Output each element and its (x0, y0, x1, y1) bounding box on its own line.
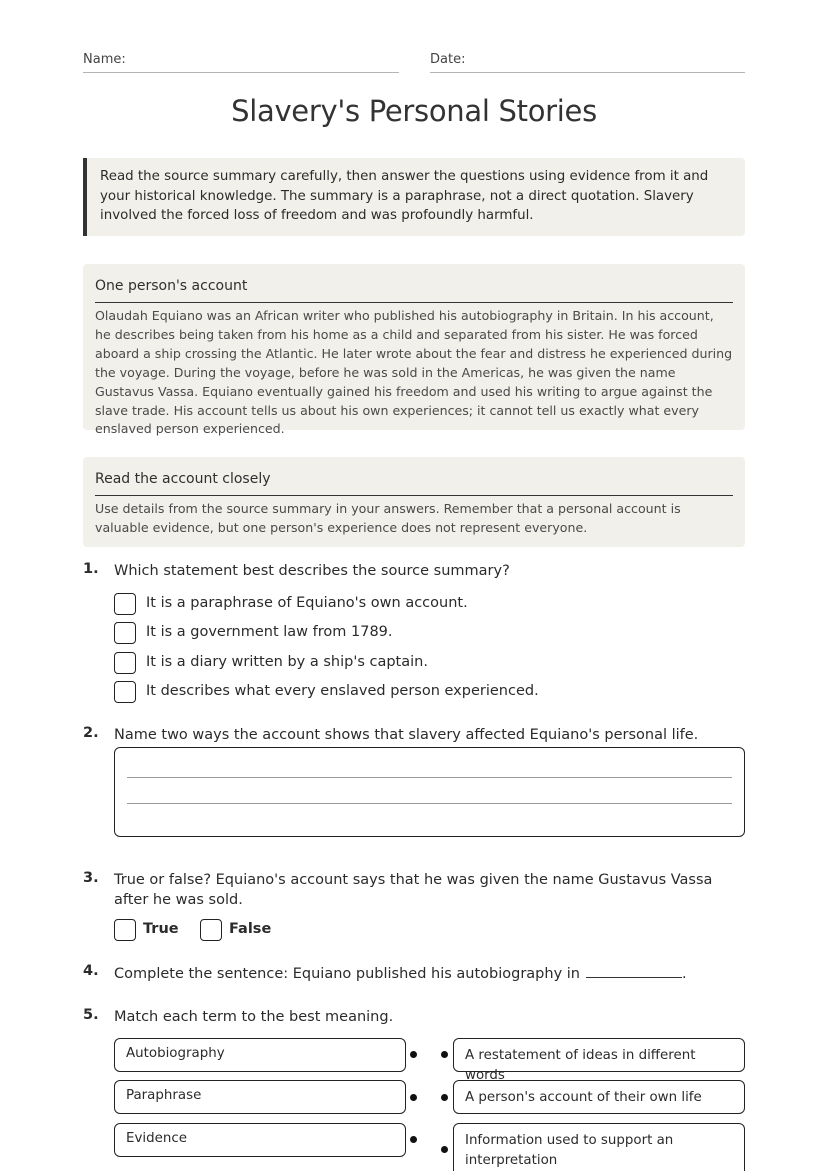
question-number: 2. (83, 725, 99, 741)
checkbox[interactable] (114, 622, 136, 644)
question-text-row (114, 963, 687, 984)
match-term-1[interactable]: Autobiography (114, 1038, 406, 1072)
intro-callout: Read the source summary carefully, then answer the questions using evidence from it and your historical knowledge. The summary is a paraphrase, not a direct quotation. Slavery involved the forced loss of freedom and was profoundly harmful. (83, 158, 745, 236)
true-label: True (143, 921, 179, 937)
match-term-3[interactable]: Evidence (114, 1123, 406, 1157)
read-closely-heading: Read the account closely (95, 457, 733, 496)
question-text: Name two ways the account shows that slavery affected Equiano's personal life. (114, 727, 699, 743)
name-label: Name: (83, 52, 126, 67)
option-label: It is a diary written by a ship's captain. (146, 654, 428, 670)
page-title: Slavery's Personal Stories (231, 94, 597, 128)
checkbox[interactable] (114, 593, 136, 615)
question-text: Complete the sentence: Equiano published his autobiography in (114, 966, 580, 982)
match-dot[interactable] (441, 1051, 448, 1058)
name-field[interactable] (83, 52, 399, 73)
option-label: It is a paraphrase of Equiano's own account. (146, 595, 468, 611)
question-1 (83, 561, 745, 706)
answer-area[interactable] (114, 747, 745, 837)
answer-line (127, 803, 732, 804)
question-text: Match each term to the best meaning. (114, 1009, 394, 1025)
question-text: True or false? Equiano's account says that he was given the name Gustavus Vassa after he was sold. (114, 872, 713, 908)
match-dot[interactable] (410, 1094, 417, 1101)
account-heading: One person's account (95, 264, 733, 303)
match-dot[interactable] (410, 1051, 417, 1058)
account-body: Olaudah Equiano was an African writer who published his autobiography in Britain. In his account, he describes being taken from his home as a child and separated from his sister. He was forced aboard a ship crossing the Atlantic. He later wrote about the fear and distress he experienced during the voyage. During the voyage, before he was sold in the Americas, he was given the name Gustavus Vassa. Equiano eventually gained his freedom and used his writing to argue against the slave trade. His account tells us about his own experiences; it cannot tell us exactly what every enslaved person experienced. (95, 308, 733, 437)
option-label: It describes what every enslaved person experienced. (146, 683, 539, 699)
question-number: 3. (83, 870, 99, 886)
checkbox[interactable] (114, 681, 136, 703)
match-meaning-1[interactable]: A restatement of ideas in different words (453, 1038, 745, 1072)
date-label: Date: (430, 52, 466, 67)
question-number: 1. (83, 561, 99, 577)
read-closely-panel (83, 457, 745, 547)
question-3 (83, 870, 745, 942)
fill-in-blank[interactable] (586, 963, 682, 978)
match-term-2[interactable]: Paraphrase (114, 1080, 406, 1114)
option-label: It is a government law from 1789. (146, 624, 393, 640)
question-4 (83, 963, 745, 987)
header-fields (83, 52, 745, 74)
match-meaning-2[interactable]: A person's account of their own life (453, 1080, 745, 1114)
match-dot[interactable] (410, 1136, 417, 1143)
question-number: 5. (83, 1007, 99, 1023)
account-panel (83, 264, 745, 437)
false-label: False (229, 921, 272, 937)
question-5 (83, 1007, 745, 1171)
checkbox[interactable] (200, 919, 222, 941)
question-number: 4. (83, 963, 99, 979)
checkbox[interactable] (114, 652, 136, 674)
read-closely-body: Use details from the source summary in your answers. Remember that a personal account is valuable evidence, but one person's experience does not represent everyone. (95, 501, 681, 535)
match-dot[interactable] (441, 1094, 448, 1101)
match-meaning-3[interactable]: Information used to support an interpretation (453, 1123, 745, 1171)
date-field[interactable] (430, 52, 745, 73)
question-2 (83, 725, 745, 847)
sentence-end: . (682, 966, 687, 982)
match-dot[interactable] (441, 1146, 448, 1153)
question-text: Which statement best describes the source summary? (114, 563, 510, 579)
checkbox[interactable] (114, 919, 136, 941)
answer-line (127, 777, 732, 778)
